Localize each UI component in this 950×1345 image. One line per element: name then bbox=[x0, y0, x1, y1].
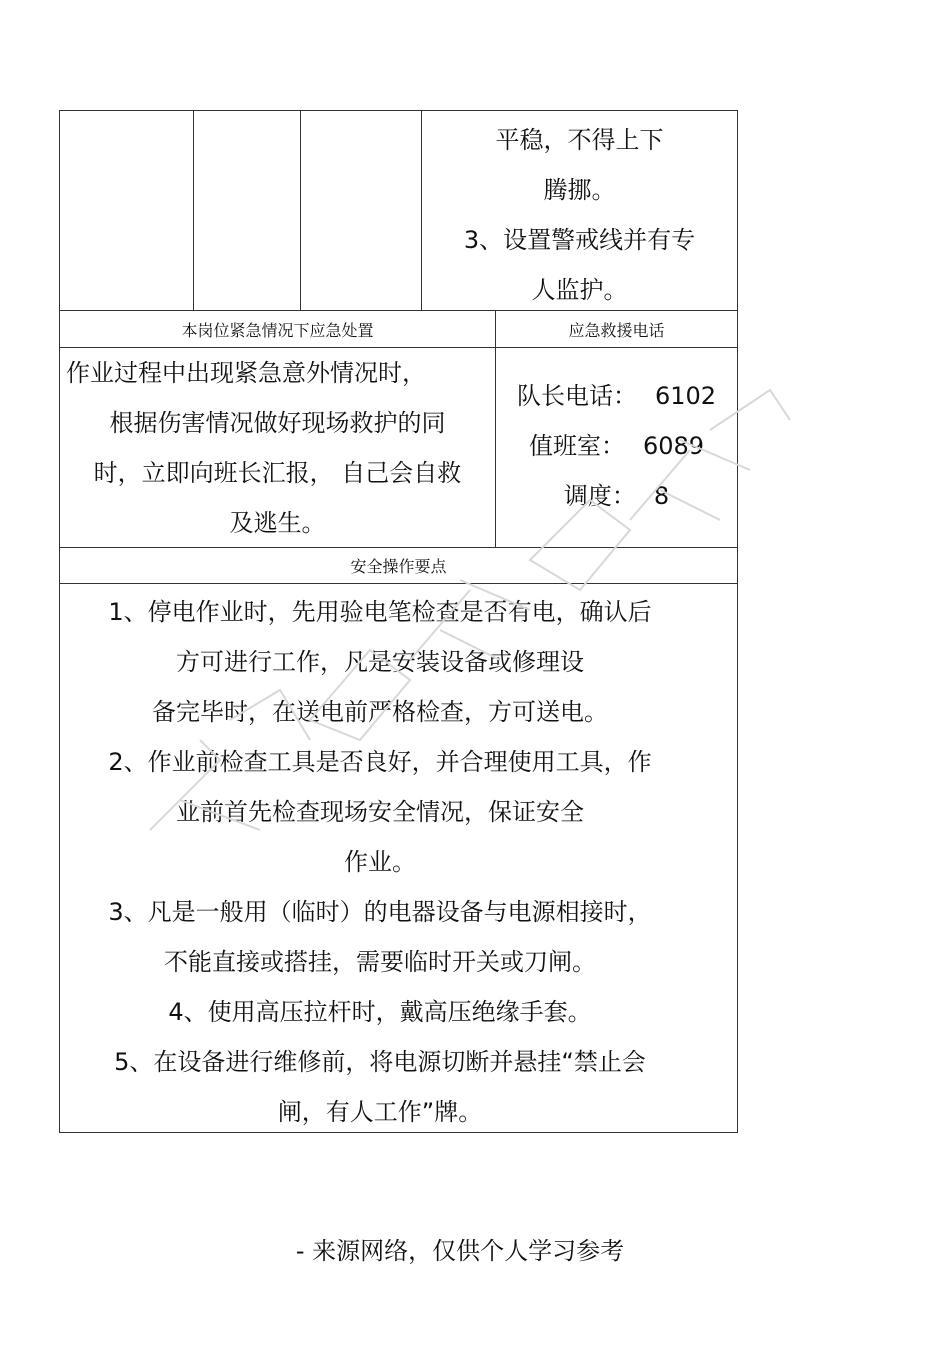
table-row-header bbox=[60, 311, 737, 348]
text-line: 方可进行工作，凡是安装设备或修理设 bbox=[176, 648, 584, 676]
text-line: 作业。 bbox=[344, 848, 416, 876]
emergency-header-label: 本岗位紧急情况下应急处置 bbox=[181, 320, 374, 340]
text-line: 4、使用高压拉杆时，戴高压绝缘手套。 bbox=[168, 998, 592, 1026]
table-cell-measures bbox=[422, 111, 737, 310]
text-line: 5、在设备进行维修前，将电源切断并悬挂“禁止会 bbox=[114, 1048, 646, 1076]
text-line: 不能直接或搭挂，需要临时开关或刀闸。 bbox=[164, 948, 596, 976]
safety-header-cell bbox=[60, 548, 737, 583]
phone-entry-dispatch bbox=[496, 471, 737, 521]
table-row-safety-header bbox=[60, 548, 737, 584]
text-line: 腾挪。 bbox=[543, 176, 616, 204]
rescue-phones-cell bbox=[496, 348, 737, 547]
table-cell-empty-1 bbox=[60, 111, 194, 310]
table-cell-empty-3 bbox=[301, 111, 422, 310]
table-row-continuation bbox=[60, 111, 737, 311]
footer-note: - 来源网络，仅供个人学习参考 bbox=[295, 1237, 625, 1265]
emergency-procedure-text bbox=[66, 348, 489, 548]
text-line: 平稳，不得上下 bbox=[495, 126, 664, 154]
emergency-header-cell bbox=[60, 311, 496, 347]
safety-points-cell bbox=[60, 584, 737, 1132]
text-line: 备完毕时，在送电前严格检查，方可送电。 bbox=[152, 698, 608, 726]
phone-number: 6102 bbox=[654, 382, 717, 410]
emergency-procedure-cell bbox=[60, 348, 496, 547]
rescue-header-label: 应急救援电话 bbox=[568, 320, 665, 340]
text-line: 人监护。 bbox=[531, 276, 628, 304]
text-line: 时，立即向班长汇报， 自己会自救 bbox=[93, 459, 462, 487]
text-line: 作业过程中出现紧急意外情况时， bbox=[66, 359, 426, 387]
safety-header-label: 安全操作要点 bbox=[350, 557, 447, 576]
text-line: 3、设置警戒线并有专 bbox=[463, 226, 696, 254]
phone-number: 8 bbox=[653, 482, 670, 510]
text-line: 2、作业前检查工具是否良好，并合理使用工具，作 bbox=[108, 748, 652, 776]
text-line: 闸，有人工作”牌。 bbox=[277, 1098, 483, 1126]
table-cell-empty-2 bbox=[194, 111, 301, 310]
table-row-emergency bbox=[60, 348, 737, 548]
phone-number: 6089 bbox=[642, 432, 705, 460]
phone-label: 值班室： bbox=[528, 432, 625, 460]
text-line: 业前首先检查现场安全情况，保证安全 bbox=[176, 798, 584, 826]
rescue-header-cell bbox=[496, 311, 737, 347]
phone-entry-captain bbox=[496, 371, 737, 421]
phone-list bbox=[496, 371, 737, 521]
table-row-safety bbox=[60, 584, 737, 1132]
measure-text bbox=[422, 115, 737, 315]
text-line: 及逃生。 bbox=[229, 509, 326, 537]
safety-procedure-table bbox=[59, 110, 738, 1133]
phone-label: 调度： bbox=[563, 482, 636, 510]
phone-entry-duty-room bbox=[496, 421, 737, 471]
text-line: 根据伤害情况做好现场救护的同 bbox=[109, 409, 446, 437]
text-line: 3、凡是一般用（临时）的电器设备与电源相接时， bbox=[108, 898, 652, 926]
text-line: 1、停电作业时，先用验电笔检查是否有电，确认后 bbox=[108, 598, 652, 626]
safety-points-text bbox=[60, 587, 700, 1137]
phone-label: 队长电话： bbox=[516, 382, 637, 410]
